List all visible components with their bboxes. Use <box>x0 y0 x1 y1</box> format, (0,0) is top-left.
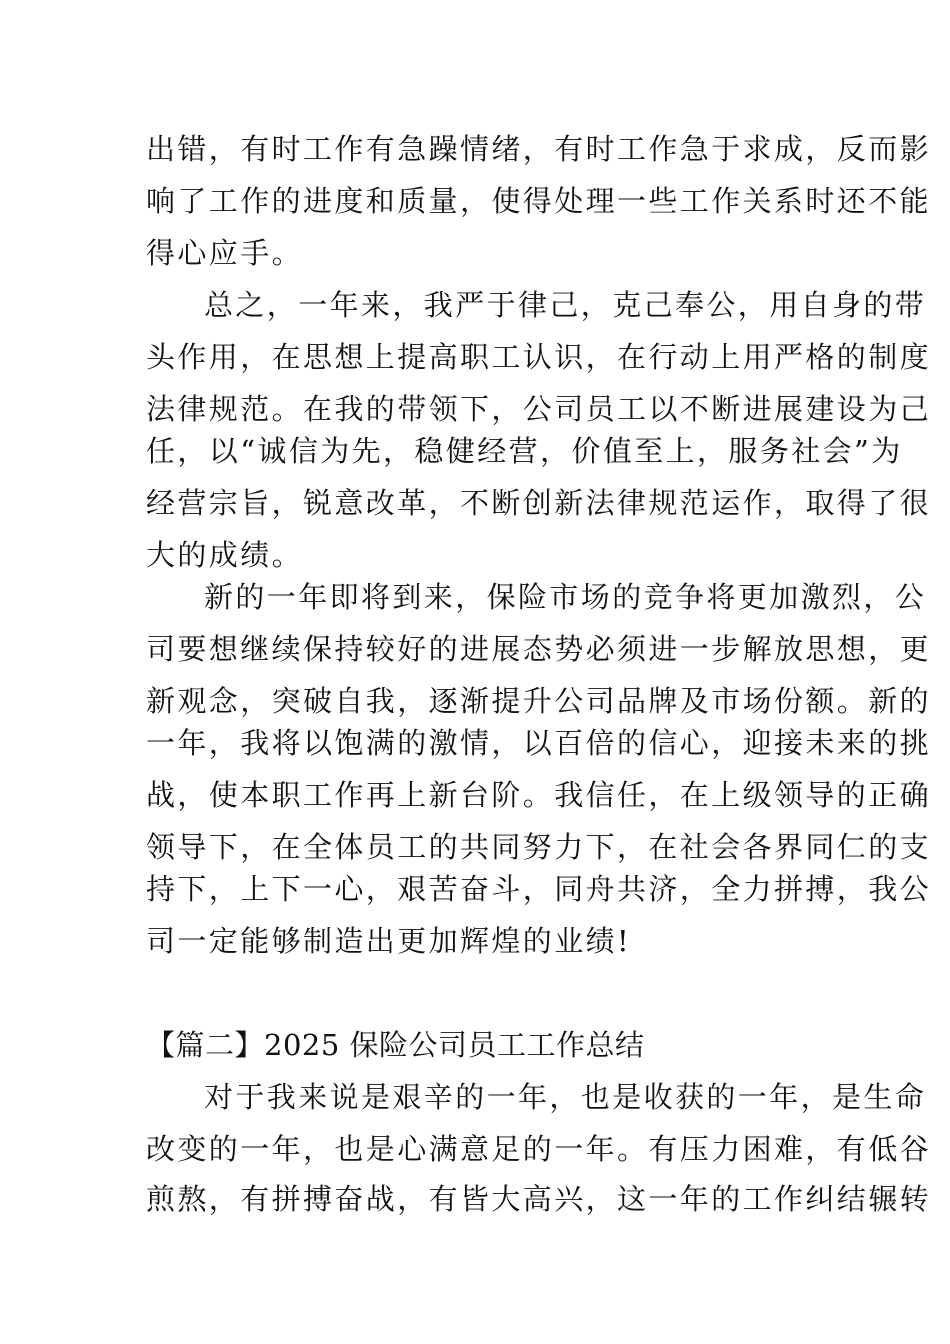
paragraph-1-line-3: 得心应手。 <box>146 236 304 270</box>
paragraph-4-line-1: 对于我来说是艰辛的一年，也是收获的一年，是生命 <box>204 1080 927 1114</box>
paragraph-4-line-3: 煎熬，有拼搏奋战，有皆大高兴，这一年的工作纠结辗转 <box>146 1182 932 1216</box>
paragraph-1-line-2: 响了工作的进度和质量，使得处理一些工作关系时还不能 <box>146 184 932 218</box>
paragraph-2-line-5: 经营宗旨，锐意改革，不断创新法律规范运作，取得了很 <box>146 486 932 520</box>
paragraph-3-line-2: 司要想继续保持较好的进展态势必须进一步解放思想，更 <box>146 632 932 666</box>
paragraph-2-line-1: 总之，一年来，我严于律己，克己奉公，用自身的带 <box>204 288 927 322</box>
section-heading: 【篇二】2025 保险公司员工工作总结 <box>146 1028 645 1062</box>
paragraph-2-line-6: 大的成绩。 <box>146 538 304 572</box>
paragraph-3-line-7: 持下，上下一心，艰苦奋斗，同舟共济，全力拼搏，我公 <box>146 872 932 906</box>
paragraph-2-line-2: 头作用，在思想上提高职工认识，在行动上用严格的制度 <box>146 340 932 374</box>
paragraph-3-line-4: 一年，我将以饱满的激情，以百倍的信心，迎接未来的挑 <box>146 726 932 760</box>
paragraph-3-line-8: 司一定能够制造出更加辉煌的业绩! <box>146 924 632 958</box>
paragraph-2-line-4: 任，以“诚信为先，稳健经营，价值至上，服务社会”为 <box>146 434 903 468</box>
paragraph-3-line-6: 领导下，在全体员工的共同努力下，在社会各界同仁的支 <box>146 830 932 864</box>
paragraph-3-line-1: 新的一年即将到来，保险市场的竞争将更加激烈，公 <box>204 580 927 614</box>
paragraph-2-line-3: 法律规范。在我的带领下，公司员工以不断进展建设为己 <box>146 392 932 426</box>
paragraph-3-line-3: 新观念，突破自我，逐渐提升公司品牌及市场份额。新的 <box>146 684 932 718</box>
paragraph-1-line-1: 出错，有时工作有急躁情绪，有时工作急于求成，反而影 <box>146 132 932 166</box>
paragraph-4-line-2: 改变的一年，也是心满意足的一年。有压力困难，有低谷 <box>146 1132 932 1166</box>
paragraph-3-line-5: 战，使本职工作再上新台阶。我信任，在上级领导的正确 <box>146 778 932 812</box>
